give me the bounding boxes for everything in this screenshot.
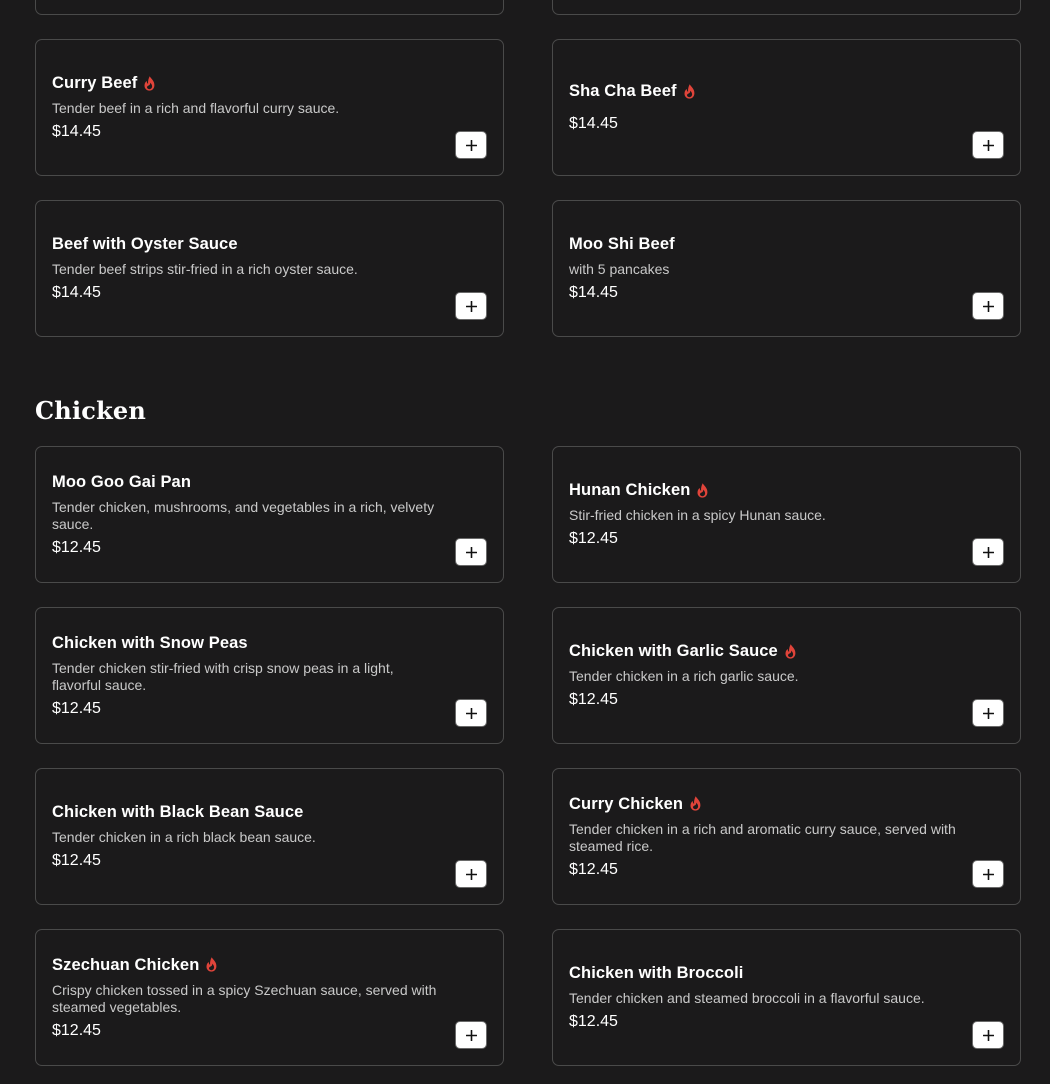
menu-item-card[interactable] (35, 39, 504, 176)
item-content (52, 40, 439, 175)
section-title-chicken: Chicken (35, 396, 147, 425)
item-description: Stir-fried chicken in a spicy Hunan sauce. (569, 507, 826, 523)
flame-icon (696, 483, 709, 498)
item-content (52, 447, 439, 582)
item-price: $12.45 (569, 1013, 618, 1030)
item-description: Tender chicken in a rich garlic sauce. (569, 668, 799, 684)
item-content (52, 930, 439, 1065)
item-price: $12.45 (569, 691, 618, 708)
flame-icon (784, 644, 797, 659)
plus-icon (466, 301, 477, 312)
item-name (52, 633, 439, 653)
item-content (569, 0, 956, 14)
menu-item-card[interactable] (35, 607, 504, 744)
item-name-text: Sha Cha Beef (569, 82, 677, 100)
plus-icon (466, 869, 477, 880)
item-name-text: Moo Goo Gai Pan (52, 472, 192, 491)
menu-item-card[interactable] (35, 446, 504, 583)
item-name-text: Chicken with Black Bean Sauce (52, 803, 304, 821)
item-name (569, 641, 956, 661)
item-name (52, 802, 439, 822)
item-price: $12.45 (52, 538, 101, 556)
add-to-cart-button[interactable] (455, 1021, 487, 1049)
item-name-text: Szechuan Chicken (52, 955, 200, 974)
item-name (569, 234, 956, 254)
item-description: with 5 pancakes (569, 261, 670, 277)
menu-item-card[interactable] (552, 607, 1021, 744)
plus-icon (983, 547, 994, 558)
item-name (569, 794, 956, 814)
item-content (569, 447, 956, 582)
item-description: Tender chicken, mushrooms, and vegetables in a rich, velvety sauce. (52, 498, 435, 532)
item-name (52, 234, 439, 254)
add-to-cart-button[interactable] (455, 538, 487, 566)
item-name-text: Moo Shi Beef (569, 235, 675, 253)
item-price: $12.45 (569, 860, 618, 878)
menu-item-card[interactable] (552, 0, 1021, 15)
item-price: $12.45 (52, 1021, 101, 1039)
item-content (52, 0, 439, 14)
flame-icon (143, 76, 156, 91)
add-to-cart-button[interactable] (972, 538, 1004, 566)
item-name-text: Chicken with Broccoli (569, 964, 744, 982)
item-name (569, 480, 956, 500)
item-content (52, 608, 439, 743)
plus-icon (466, 708, 477, 719)
item-price: $14.45 (52, 123, 101, 140)
item-name (52, 73, 439, 93)
item-name (569, 963, 956, 983)
plus-icon (983, 869, 994, 880)
plus-icon (466, 1030, 477, 1041)
item-name-text: Chicken with Garlic Sauce (569, 642, 778, 660)
item-description: Tender beef in a rich and flavorful curry sauce. (52, 100, 340, 116)
add-to-cart-button[interactable] (972, 131, 1004, 159)
item-description: Tender beef strips stir-fried in a rich oyster sauce. (52, 261, 358, 277)
flame-icon (205, 957, 218, 972)
add-to-cart-button[interactable] (455, 292, 487, 320)
flame-icon (683, 84, 696, 99)
flame-icon (689, 796, 702, 811)
item-name (569, 81, 956, 101)
add-to-cart-button[interactable] (972, 860, 1004, 888)
item-content (569, 930, 956, 1065)
plus-icon (983, 301, 994, 312)
menu-item-card[interactable] (552, 39, 1021, 176)
add-to-cart-button[interactable] (455, 860, 487, 888)
menu-item-card[interactable] (35, 768, 504, 905)
item-description: Tender chicken stir-fried with crisp snow peas in a light, flavorful sauce. (52, 659, 394, 693)
item-price: $12.45 (569, 530, 618, 547)
plus-icon (983, 1030, 994, 1041)
add-to-cart-button[interactable] (455, 699, 487, 727)
item-content (52, 769, 439, 904)
item-name-text: Chicken with Snow Peas (52, 633, 248, 652)
item-price: $14.45 (52, 284, 101, 301)
item-description: Tender chicken in a rich and aromatic curry sauce, served with steamed rice. (569, 820, 956, 854)
item-content (569, 769, 956, 904)
add-to-cart-button[interactable] (972, 699, 1004, 727)
menu-item-card[interactable] (552, 446, 1021, 583)
menu-item-card[interactable] (35, 200, 504, 337)
item-name (52, 472, 439, 492)
plus-icon (466, 547, 477, 558)
plus-icon (466, 140, 477, 151)
item-name-text: Beef with Oyster Sauce (52, 235, 238, 253)
menu-item-card[interactable] (552, 929, 1021, 1066)
plus-icon (983, 708, 994, 719)
add-to-cart-button[interactable] (455, 131, 487, 159)
item-name-text: Curry Chicken (569, 794, 684, 813)
item-content (569, 608, 956, 743)
item-description: Tender chicken in a rich black bean sauce. (52, 829, 316, 845)
add-to-cart-button[interactable] (972, 292, 1004, 320)
item-name (52, 955, 439, 975)
item-price: $14.45 (569, 284, 618, 301)
add-to-cart-button[interactable] (972, 1021, 1004, 1049)
item-content (52, 201, 439, 336)
menu-item-card[interactable] (552, 768, 1021, 905)
item-price: $12.45 (52, 852, 101, 869)
item-name-text: Curry Beef (52, 74, 138, 92)
item-description: Crispy chicken tossed in a spicy Szechuan sauce, served with steamed vegetables. (52, 981, 437, 1015)
item-content (569, 40, 956, 175)
item-content (569, 201, 956, 336)
plus-icon (983, 140, 994, 151)
item-price: $14.45 (569, 115, 618, 132)
menu-item-card[interactable] (35, 0, 504, 15)
item-name-text: Hunan Chicken (569, 481, 691, 499)
menu-item-card[interactable] (35, 929, 504, 1066)
item-price: $12.45 (52, 699, 101, 717)
menu-item-card[interactable] (552, 200, 1021, 337)
item-description: Tender chicken and steamed broccoli in a flavorful sauce. (569, 990, 925, 1006)
